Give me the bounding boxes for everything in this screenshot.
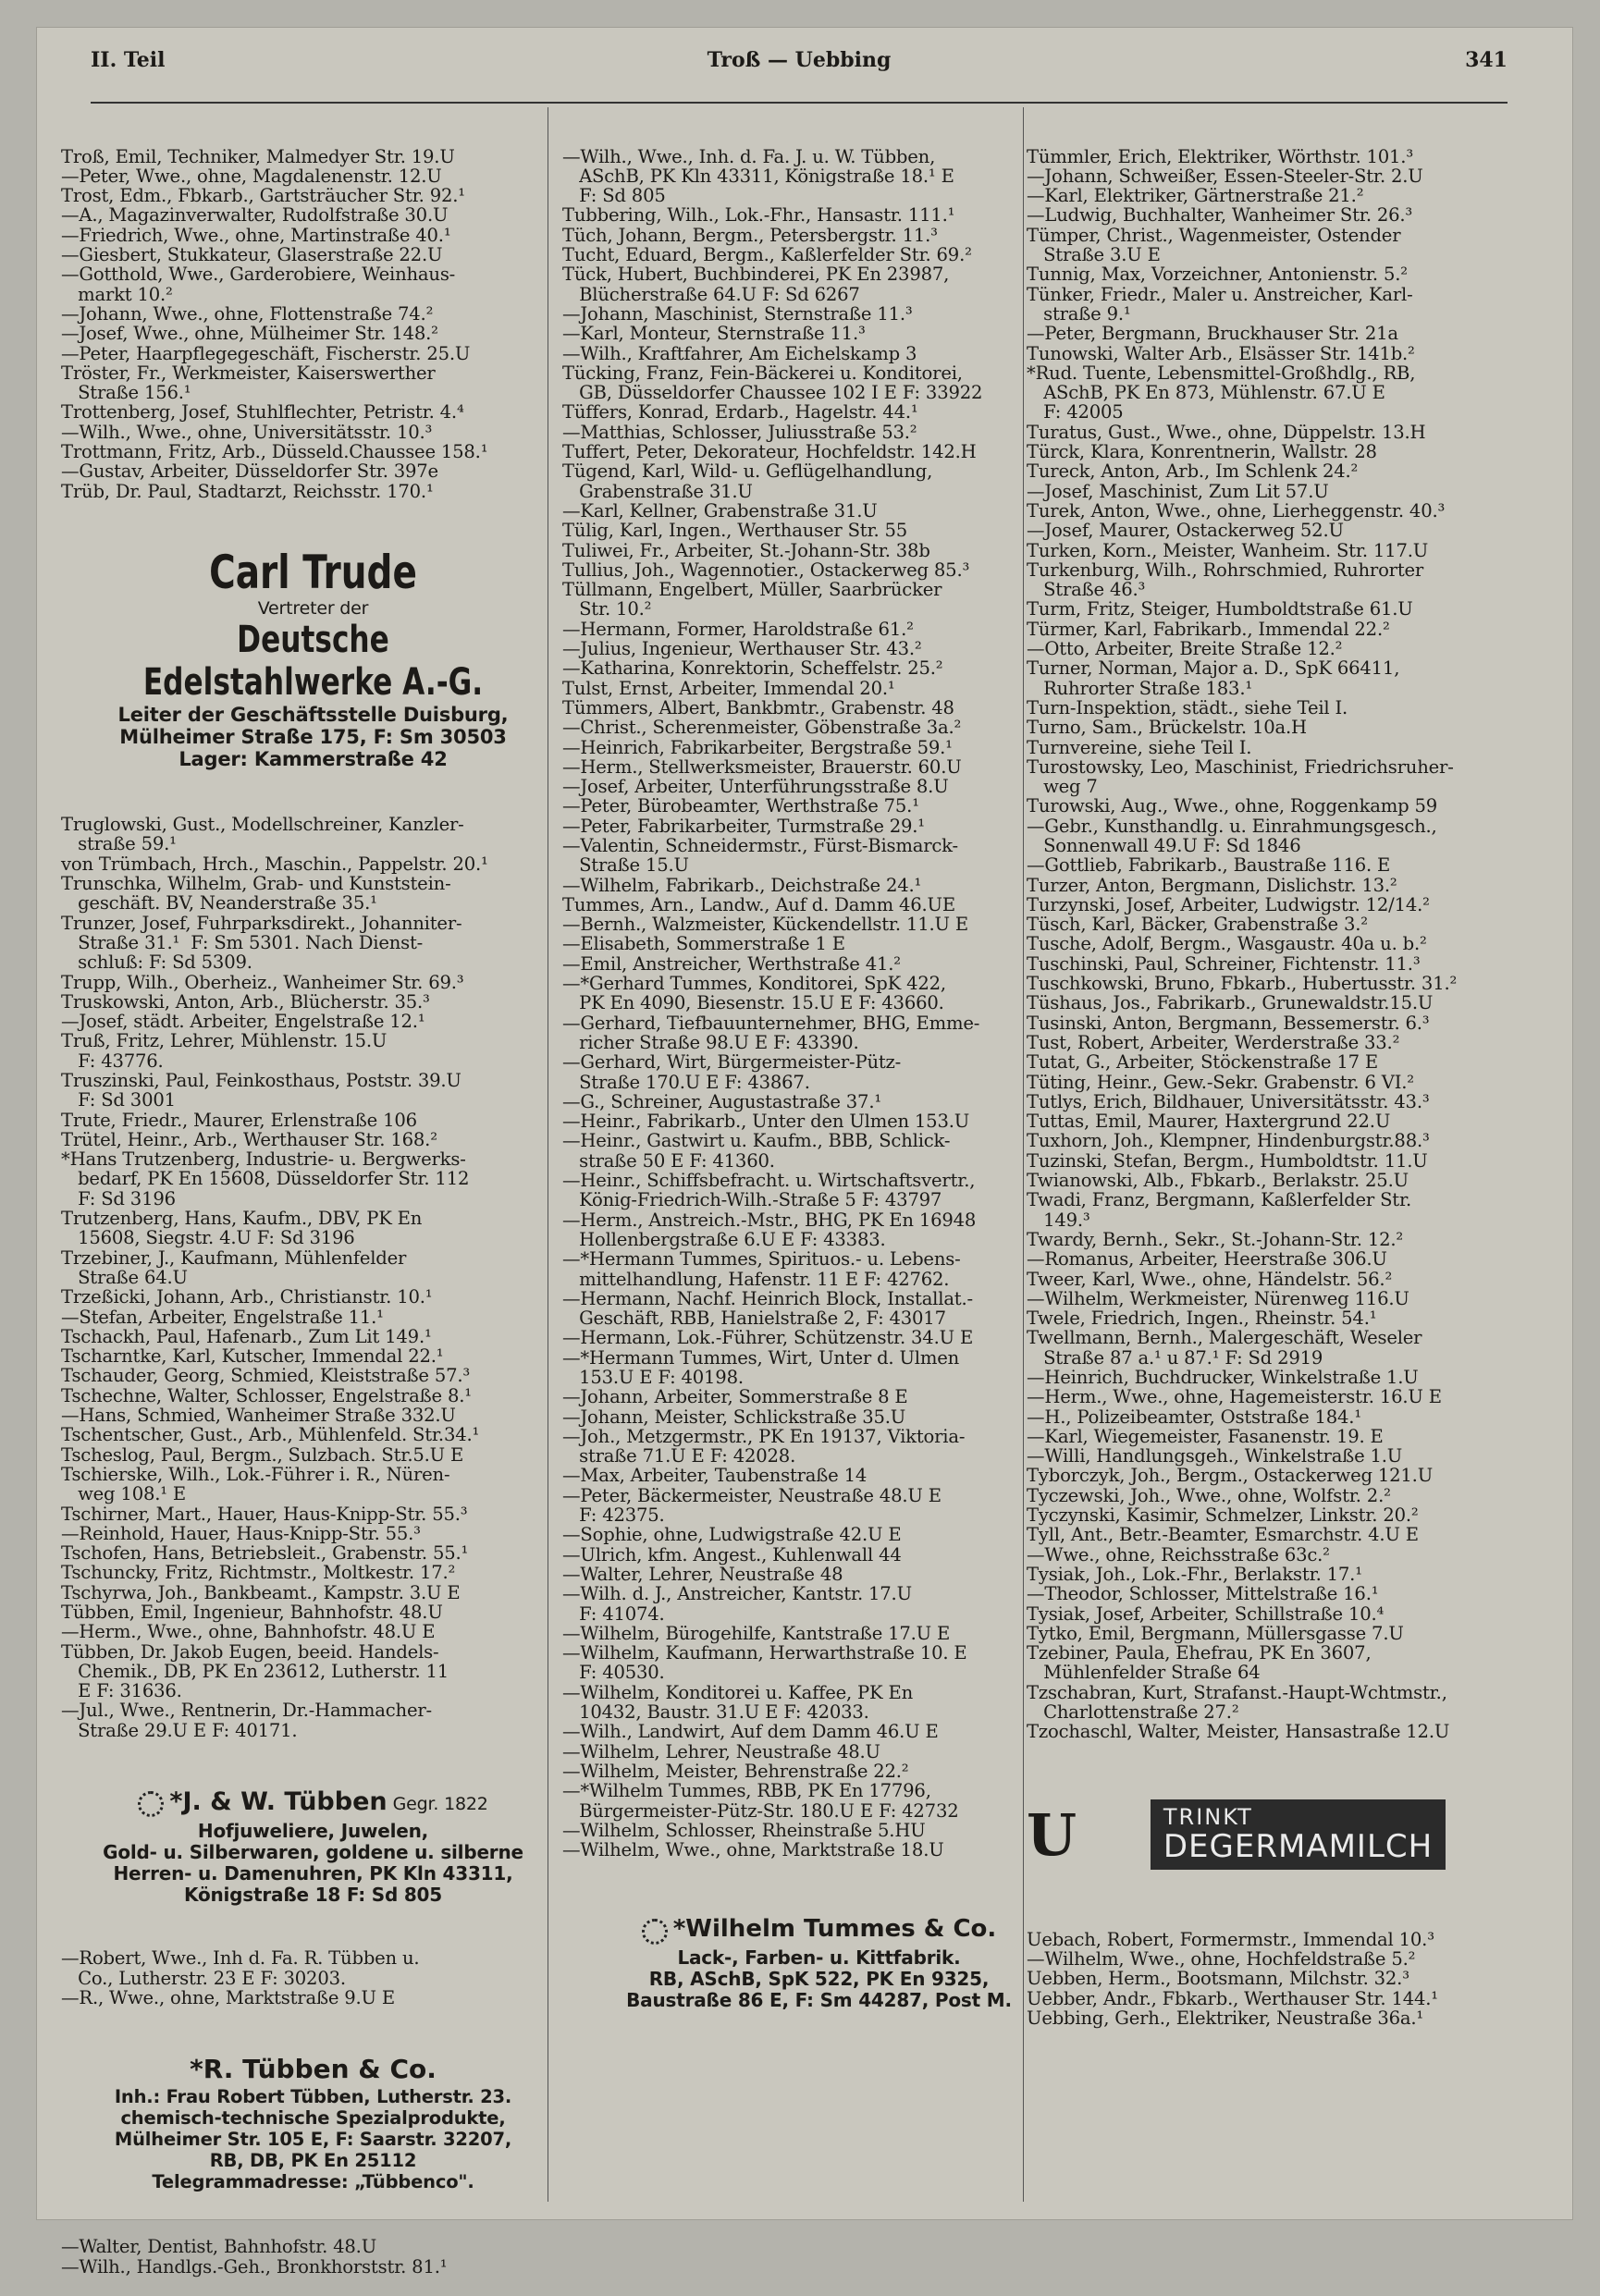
directory-entry-line: Twadi, Franz, Bergmann, Kaßlerfelder Str.: [1027, 1189, 1412, 1211]
directory-entry-line: Trost, Edm., Fbkarb., Gartsträucher Str. 92.¹: [61, 185, 465, 207]
directory-entry-line: Turm, Fritz, Steiger, Humboldtstraße 61.U: [1027, 598, 1413, 620]
directory-entry-line: —Peter, Wwe., ohne, Magdalenenstr. 12.U: [61, 165, 442, 187]
directory-entry-line: —Gustav, Arbeiter, Düsseldorfer Str. 397e: [61, 460, 438, 483]
directory-entry-line: ASchB, PK Kln 43311, Königstraße 18.¹ E: [562, 165, 954, 187]
directory-entry-line: —A., Magazinverwalter, Rudolfstraße 30.U: [61, 204, 449, 227]
directory-entry-line: F: 43776.: [61, 1050, 164, 1072]
directory-entry-line: Straße 170.U E F: 43867.: [562, 1071, 810, 1093]
directory-entry-line: —Josef, Maschinist, Zum Lit 57.U: [1027, 480, 1329, 502]
directory-entry-line: Tutlys, Erich, Bildhauer, Universitätsstr. 43.³: [1027, 1090, 1430, 1112]
directory-entry-line: straße 59.¹: [61, 833, 177, 855]
directory-entry-line: —Hermann, Nachf. Heinrich Block, Installat.-: [562, 1287, 973, 1309]
directory-entry-line: Tyborczyk, Joh., Bergm., Ostackerweg 121.U: [1027, 1465, 1434, 1487]
directory-entry-line: —Johann, Arbeiter, Sommerstraße 8 E: [562, 1386, 908, 1408]
header-rule: [91, 102, 1508, 104]
directory-entry-line: —Heinrich, Fabrikarbeiter, Bergstraße 59.¹: [562, 736, 953, 758]
entries-block: [61, 1948, 565, 2007]
directory-entry-line: Tureck, Anton, Arb., Im Schlenk 24.²: [1027, 460, 1359, 483]
directory-entry-line: Str. 10.²: [562, 598, 652, 620]
directory-entry-line: —*Hermann Tummes, Spirituos.- u. Lebens-: [562, 1248, 961, 1271]
directory-entry-line: Troß, Emil, Techniker, Malmedyer Str. 19.U: [61, 145, 455, 167]
directory-entry-line: Tschofen, Hans, Betriebsleit., Grabenstr. 55.¹: [61, 1542, 469, 1565]
directory-entry-line: Turkenburg, Wilh., Rohrschmied, Ruhrorter: [1027, 559, 1424, 581]
directory-entry-line: Trüb, Dr. Paul, Stadtarzt, Reichsstr. 170.¹: [61, 480, 434, 502]
directory-entry-line: Tweer, Karl, Wwe., ohne, Händelstr. 56.²: [1027, 1268, 1393, 1290]
directory-entry-line: F: 42375.: [562, 1504, 665, 1527]
directory-entry-line: —Wilhelm, Wwe., ohne, Hochfeldstraße 5.²: [1027, 1948, 1416, 1971]
directory-entry-line: bedarf, PK En 15608, Düsseldorfer Str. 112: [61, 1168, 470, 1190]
directory-entry-line: *Hans Trutzenberg, Industrie- u. Bergwerks-: [61, 1148, 466, 1171]
directory-entry-line: Tüffers, Konrad, Erdarb., Hagelstr. 44.¹: [562, 401, 918, 424]
directory-entry-line: Tücking, Franz, Fein-Bäckerei u. Konditorei,: [562, 362, 963, 384]
directory-entry-line: Sonnenwall 49.U F: Sd 1846: [1027, 834, 1301, 856]
entries-block: [1027, 1930, 1540, 2028]
directory-entry-line: —Herm., Wwe., ohne, Bahnhofstr. 48.U E: [61, 1621, 436, 1643]
directory-entry-line: *Rud. Tuente, Lebensmittel-Großhdlg., RB,: [1027, 362, 1416, 384]
directory-entry-line: —Johann, Maschinist, Sternstraße 11.³: [562, 302, 913, 325]
directory-entry-line: Turowski, Aug., Wwe., ohne, Roggenkamp 59: [1027, 795, 1438, 817]
directory-entry-line: Turzer, Anton, Bergmann, Dislichstr. 13.²: [1027, 874, 1397, 896]
directory-entry-line: —Valentin, Schneidermstr., Fürst-Bismarck-: [562, 834, 958, 856]
directory-entry-line: Tuffert, Peter, Dekorateur, Hochfeldstr. 142.H: [562, 441, 977, 463]
directory-entry-line: Truskowski, Anton, Arb., Blücherstr. 35.³: [61, 990, 430, 1013]
directory-entry-line: Tyczewski, Joh., Wwe., ohne, Wolfstr. 2.²: [1027, 1484, 1391, 1506]
entries-block: [61, 2237, 565, 2277]
ad-line: Herren- u. Damenuhren, PK Kln 43311,: [113, 1861, 513, 1885]
directory-entry-line: Tusinski, Anton, Bergmann, Bessemerstr. 6.³: [1027, 1012, 1430, 1034]
directory-entry-line: Truß, Fritz, Lehrer, Mühlenstr. 15.U: [61, 1030, 388, 1052]
directory-entry-line: —Joh., Metzgermstr., PK En 19137, Viktoria-: [562, 1425, 966, 1447]
directory-entry-line: —Karl, Monteur, Sternstraße 11.³: [562, 323, 866, 345]
page-number: 341: [1465, 48, 1508, 72]
directory-entry-line: Tschauder, Georg, Schmied, Kleiststraße 57.³: [61, 1365, 471, 1387]
directory-entry-line: —Walter, Lehrer, Neustraße 48: [562, 1563, 843, 1585]
column-2: [562, 107, 1076, 2202]
section-label: II. Teil: [91, 48, 166, 72]
directory-entry-line: —Wilhelm, Konditorei u. Kaffee, PK En: [562, 1681, 914, 1703]
ad-r-tuebben: [61, 2053, 565, 2192]
page-header: [91, 48, 1508, 81]
directory-entry-line: —Wilhelm, Wwe., ohne, Marktstraße 18.U: [562, 1839, 944, 1861]
directory-entry-line: straße 50 E F: 41360.: [562, 1149, 775, 1172]
directory-entry-line: Twele, Friedrich, Ingen., Rheinstr. 54.¹: [1027, 1308, 1377, 1330]
ad-line: Telegrammadresse: „Tübbenco".: [152, 2170, 474, 2192]
directory-entry-line: —Otto, Arbeiter, Breite Straße 12.²: [1027, 638, 1343, 660]
directory-entry-line: —*Gerhard Tummes, Konditorei, SpK 422,: [562, 973, 946, 995]
directory-entry-line: Trute, Friedr., Maurer, Erlenstraße 106: [61, 1109, 417, 1131]
directory-entry-line: Tüch, Johann, Bergm., Petersbergstr. 11.³: [562, 224, 938, 246]
directory-entry-line: —Bernh., Walzmeister, Kückendellstr. 11.U E: [562, 914, 968, 936]
entries-block: [1027, 147, 1540, 1742]
ad-title: *J. & W. Tübben: [169, 1786, 388, 1816]
milk-ad-line: TRINKT: [1163, 1804, 1253, 1831]
directory-entry-line: Trottenberg, Josef, Stuhlflechter, Petristr. 4.⁴: [61, 401, 464, 424]
ad-line: Hofjuweliere, Juwelen,: [197, 1819, 429, 1842]
directory-entry-line: Chemik., DB, PK En 23612, Lutherstr. 11: [61, 1660, 449, 1682]
directory-entry-line: —*Wilhelm Tummes, RBB, PK En 17796,: [562, 1780, 931, 1802]
directory-entry-line: —Gebr., Kunsthandlg. u. Einrahmungsgesch.,: [1027, 815, 1437, 837]
entries-block: [562, 145, 1077, 1869]
directory-entry-line: Turner, Norman, Major a. D., SpK 66411,: [1027, 657, 1400, 680]
directory-entry-line: Trzeßicki, Johann, Arb., Christianstr. 10.¹: [61, 1286, 433, 1308]
directory-entry-line: —Ulrich, kfm. Angest., Kuhlenwall 44: [562, 1543, 902, 1565]
ad-title: *R. Tübben & Co.: [190, 2053, 437, 2084]
directory-entry-line: —Karl, Elektriker, Gärtnerstraße 21.²: [1027, 185, 1364, 207]
directory-entry-line: —Peter, Bürobeamter, Werthstraße 75.¹: [562, 795, 919, 817]
directory-entry-line: Bürgermeister-Pütz-Str. 180.U E F: 42732: [562, 1799, 959, 1822]
ad-line: Inh.: Frau Robert Tübben, Lutherstr. 23.: [114, 2085, 512, 2107]
directory-entry-line: Tucht, Eduard, Bergm., Kaßlerfelder Str. 69.²: [562, 244, 972, 266]
directory-entry-line: Tunowski, Walter Arb., Elsässer Str. 141b.²: [1027, 342, 1415, 364]
ad-line: Königstraße 18 F: Sd 805: [184, 1883, 442, 1906]
directory-entry-line: —Matthias, Schlosser, Juliusstraße 53.²: [562, 421, 917, 443]
directory-entry-line: König-Friedrich-Wilh.-Straße 5 F: 43797: [562, 1189, 942, 1211]
directory-entry-line: Tüllmann, Engelbert, Müller, Saarbrücker: [562, 579, 942, 601]
directory-entry-line: —*Hermann Tummes, Wirt, Unter d. Ulmen: [562, 1346, 960, 1369]
directory-entry-line: Straße 87 a.¹ u 87.¹ F: Sd 2919: [1027, 1346, 1323, 1369]
directory-entry-line: Straße 64.U: [61, 1266, 188, 1288]
directory-entry-line: weg 108.¹ E: [61, 1483, 187, 1505]
ad-line: Vertreter der: [257, 597, 369, 619]
directory-entry-line: —Herm., Stellwerksmeister, Brauerstr. 60.U: [562, 755, 962, 778]
directory-entry-line: —Johann, Wwe., ohne, Flottenstraße 74.²: [61, 302, 434, 325]
directory-entry-line: —Hermann, Lok.-Führer, Schützenstr. 34.U E: [562, 1327, 974, 1349]
directory-entry-line: F: Sd 3196: [61, 1187, 176, 1209]
directory-entry-line: —Emil, Anstreicher, Werthstraße 41.²: [562, 952, 901, 975]
ad-line: Gold- u. Silberwaren, goldene u. silberne: [103, 1840, 523, 1863]
directory-entry-line: Tschuncky, Fritz, Richtmstr., Moltkestr. 17.²: [61, 1562, 456, 1584]
directory-entry-line: Tümmler, Erich, Elektriker, Wörthstr. 101.³: [1027, 145, 1413, 167]
directory-entry-line: —H., Polizeibeamter, Oststraße 184.¹: [1027, 1406, 1361, 1428]
directory-entry-line: markt 10.²: [61, 283, 173, 305]
directory-entry-line: F: Sd 3001: [61, 1089, 176, 1111]
directory-entry-line: straße 71.U E F: 42028.: [562, 1445, 796, 1467]
directory-entry-line: —Wwe., ohne, Reichsstraße 63c.²: [1027, 1543, 1330, 1565]
directory-entry-line: Tück, Hubert, Buchbinderei, PK En 23987,: [562, 264, 950, 286]
directory-entry-line: Mühlenfelder Straße 64: [1027, 1662, 1261, 1684]
directory-entry-line: Turnvereine, siehe Teil I.: [1027, 736, 1252, 758]
directory-entry-line: Tschierske, Wilh., Lok.-Führer i. R., Nüren-: [61, 1463, 450, 1485]
directory-entry-line: —Ludwig, Buchhalter, Wanheimer Str. 26.³: [1027, 204, 1413, 227]
directory-entry-line: Tuschkowski, Bruno, Fbkarb., Hubertusstr. 31.²: [1027, 973, 1458, 995]
directory-entry-line: —Stefan, Arbeiter, Engelstraße 11.¹: [61, 1306, 384, 1328]
directory-entry-line: —Peter, Bäckermeister, Neustraße 48.U E: [562, 1484, 942, 1506]
directory-entry-line: Turatus, Gust., Wwe., ohne, Düppelstr. 13.H: [1027, 421, 1426, 443]
ad-title: Carl Trude: [209, 545, 417, 599]
directory-entry-line: —Gotthold, Wwe., Garderobiere, Weinhaus-: [61, 264, 456, 286]
directory-entry-line: Türmer, Karl, Fabrikarb., Immendal 22.²: [1027, 618, 1390, 640]
name-range: Troß — Uebbing: [707, 48, 892, 72]
directory-entry-line: Tytko, Emil, Bergmann, Müllersgasse 7.U: [1027, 1622, 1404, 1644]
directory-entry-line: Tünker, Friedr., Maler u. Anstreicher, Karl-: [1027, 283, 1413, 305]
directory-entry-line: Tutat, G., Arbeiter, Stöckenstraße 17 E: [1027, 1051, 1378, 1074]
directory-entry-line: Straße 46.³: [1027, 579, 1146, 601]
directory-entry-line: —Reinhold, Hauer, Haus-Knipp-Str. 55.³: [61, 1522, 421, 1544]
directory-entry-line: —Gottlieb, Fabrikarb., Baustraße 116. E: [1027, 854, 1391, 877]
directory-entry-line: —Wilh., Wwe., ohne, Universitätsstr. 10.³: [61, 421, 433, 443]
directory-entry-line: —Friedrich, Wwe., ohne, Martinstraße 40.¹: [61, 224, 451, 246]
directory-entry-line: —Wilh., Handlgs.-Geh., Bronkhorststr. 81.¹: [61, 2255, 448, 2278]
ad-line: Mülheimer Str. 105 E, F: Saarstr. 32207,: [114, 2128, 512, 2150]
directory-entry-line: Twianowski, Alb., Fbkarb., Berlakstr. 25.U: [1027, 1170, 1409, 1192]
column-1: [61, 107, 565, 2278]
directory-entry-line: Geschäft, RBB, Hanielstraße 2, F: 43017: [562, 1308, 946, 1330]
directory-entry-line: Tülig, Karl, Ingen., Werthauser Str. 55: [562, 520, 908, 542]
ad-line: RB, DB, PK En 25112: [209, 2149, 417, 2171]
directory-entry-line: Tüting, Heinr., Gew.-Sekr. Grabenstr. 6 VI.²: [1027, 1071, 1414, 1093]
directory-entry-line: Tscharntke, Karl, Kutscher, Immendal 22.¹: [61, 1345, 444, 1368]
directory-entry-line: Trütel, Heinr., Arb., Werthauser Str. 168.²: [61, 1128, 437, 1150]
directory-entry-line: —Heinr., Gastwirt u. Kaufm., BBB, Schlick-: [562, 1130, 951, 1152]
directory-entry-line: von Trümbach, Hrch., Maschin., Pappelstr. 20.¹: [61, 853, 488, 875]
directory-entry-line: —Heinr., Schiffsbefracht. u. Wirtschaftsvertr.,: [562, 1170, 976, 1192]
directory-entry-line: GB, Düsseldorfer Chaussee 102 I E F: 33922: [562, 382, 983, 404]
directory-entry-line: Tyll, Ant., Betr.-Beamter, Esmarchstr. 4.U E: [1027, 1524, 1419, 1546]
ad-line: Mülheimer Straße 175, F: Sm 30503: [119, 725, 507, 748]
directory-entry-line: —Wilh., Kraftfahrer, Am Eichelskamp 3: [562, 342, 917, 364]
directory-entry-line: Tschackh, Paul, Hafenarb., Zum Lit 149.¹: [61, 1325, 432, 1347]
directory-entry-line: —Hermann, Former, Haroldstraße 61.²: [562, 618, 914, 640]
milk-ad-brand: DEGERMAMILCH: [1163, 1827, 1434, 1865]
directory-entry-line: —Wilh. d. J., Anstreicher, Kantstr. 17.U: [562, 1583, 912, 1605]
directory-entry-line: —Wilhelm, Werkmeister, Nürenweg 116.U: [1027, 1287, 1409, 1309]
directory-entry-line: Tügend, Karl, Wild- u. Geflügelhandlung,: [562, 460, 933, 483]
directory-entry-line: —Max, Arbeiter, Taubenstraße 14: [562, 1465, 868, 1487]
directory-entry-line: Tümper, Christ., Wagenmeister, Ostender: [1027, 224, 1401, 246]
directory-entry-line: —Wilhelm, Meister, Behrenstraße 22.²: [562, 1760, 909, 1782]
directory-entry-line: Straße 29.U E F: 40171.: [61, 1719, 298, 1741]
directory-entry-line: richer Straße 98.U E F: 43390.: [562, 1031, 859, 1053]
directory-entry-line: Tysiak, Josef, Arbeiter, Schillstraße 10.⁴: [1027, 1602, 1385, 1625]
directory-entry-line: Tuzinski, Stefan, Bergm., Humboldtstr. 11.U: [1027, 1149, 1428, 1172]
ad-jw-tuebben: [61, 1786, 565, 1906]
directory-entry-line: Tummes, Arn., Landw., Auf d. Damm 46.UE: [562, 893, 955, 915]
directory-entry-line: —Wilh., Wwe., Inh. d. Fa. J. u. W. Tübben,: [562, 145, 936, 167]
directory-entry-line: Truglowski, Gust., Modellschreiner, Kanzler-: [61, 814, 464, 836]
directory-entry-line: —Johann, Schweißer, Essen-Steeler-Str. 2.U: [1027, 165, 1423, 187]
directory-entry-line: —Elisabeth, Sommerstraße 1 E: [562, 933, 845, 955]
ad-carl-trude: [61, 546, 565, 770]
directory-entry-line: —Heinrich, Buchdrucker, Winkelstraße 1.U: [1027, 1367, 1419, 1388]
directory-entry-line: Tzschabran, Kurt, Strafanst.-Haupt-Wchtmstr.,: [1027, 1681, 1447, 1703]
directory-entry-line: —Josef, Arbeiter, Unterführungsstraße 8.U: [562, 776, 949, 798]
directory-entry-line: Trottmann, Fritz, Arb., Düsseld.Chaussee 158.¹: [61, 441, 488, 463]
directory-entry-line: Tschirner, Mart., Hauer, Haus-Knipp-Str. 55.³: [61, 1503, 468, 1525]
directory-entry-line: Tust, Robert, Arbeiter, Werderstraße 33.²: [1027, 1031, 1400, 1053]
ad-founded: Gegr. 1822: [392, 1793, 488, 1814]
directory-entry-line: geschäft. BV, Neanderstraße 35.¹: [61, 892, 377, 915]
directory-entry-line: —Theodor, Schlosser, Mittelstraße 16.¹: [1027, 1583, 1379, 1605]
directory-entry-line: —Karl, Wiegemeister, Fasanenstr. 19. E: [1027, 1425, 1384, 1447]
directory-entry-line: Tübben, Dr. Jakob Eugen, beeid. Handels-: [61, 1640, 439, 1663]
directory-entry-line: —Peter, Bergmann, Bruckhauser Str. 21a: [1027, 323, 1398, 345]
ad-line: Baustraße 86 E, F: Sm 44287, Post M.: [626, 1989, 1012, 2012]
directory-entry-line: Straße 156.¹: [61, 382, 191, 404]
section-letter: U: [1027, 1800, 1077, 1869]
directory-entry-line: —Peter, Haarpflegegeschäft, Fischerstr. 25.U: [61, 342, 471, 364]
directory-entry-line: —Heinr., Fabrikarb., Unter den Ulmen 153.U: [562, 1111, 970, 1133]
directory-entry-line: Tüshaus, Jos., Fabrikarb., Grunewaldstr.15.U: [1027, 992, 1434, 1014]
directory-entry-line: Turn-Inspektion, städt., siehe Teil I.: [1027, 696, 1348, 718]
directory-entry-line: Uebber, Andr., Fbkarb., Werthauser Str. 144.¹: [1027, 1987, 1438, 2009]
directory-entry-line: —Wilhelm, Kaufmann, Herwarthstraße 10. E: [562, 1642, 967, 1664]
directory-entry-line: Twellmann, Bernh., Malergeschäft, Weseler: [1027, 1327, 1422, 1349]
directory-entry-line: —Wilhelm, Lehrer, Neustraße 48.U: [562, 1740, 880, 1762]
directory-entry-line: —Walter, Dentist, Bahnhofstr. 48.U: [61, 2236, 377, 2258]
directory-entry-line: Blücherstraße 64.U F: Sd 6267: [562, 283, 860, 305]
directory-entry-line: —Katharina, Konrektorin, Scheffelstr. 25.²: [562, 657, 943, 680]
directory-entry-line: Straße 15.U: [562, 854, 689, 877]
directory-entry-line: Tunnig, Max, Vorzeichner, Antonienstr. 5.²: [1027, 264, 1408, 286]
directory-entry-line: Trunschka, Wilhelm, Grab- und Kunststein-: [61, 873, 451, 895]
directory-entry-line: —Josef, städt. Arbeiter, Engelstraße 12.¹: [61, 1011, 425, 1033]
directory-entry-line: —Josef, Maurer, Ostackerweg 52.U: [1027, 520, 1344, 542]
directory-entry-line: Trunzer, Josef, Fuhrparksdirekt., Johanniter-: [61, 912, 462, 934]
directory-entry-line: F: 42005: [1027, 401, 1124, 424]
ad-line: RB, ASchB, SpK 522, PK En 9325,: [648, 1968, 990, 1991]
directory-entry-line: Straße 3.U E: [1027, 244, 1161, 266]
letter-u-section: [1027, 1798, 1540, 1872]
directory-entry-line: —Sophie, ohne, Ludwigstraße 42.U E: [562, 1524, 902, 1546]
directory-entry-line: Turno, Sam., Brückelstr. 10a.H: [1027, 717, 1307, 739]
directory-entry-line: —Gerhard, Tiefbauunternehmer, BHG, Emme-: [562, 1012, 980, 1034]
directory-entry-line: Tullius, Joh., Wagennotier., Ostackerweg 85.³: [562, 559, 970, 581]
directory-entry-line: Türck, Klara, Konrentnerin, Wallstr. 28: [1027, 441, 1377, 463]
entries-block: [61, 147, 565, 501]
directory-entry-line: Tüsch, Karl, Bäcker, Grabenstraße 3.²: [1027, 914, 1368, 936]
directory-entry-line: Grabenstraße 31.U: [562, 480, 753, 502]
column-3: [1027, 107, 1540, 2202]
directory-entry-line: Turostowsky, Leo, Maschinist, Friedrichsruher-: [1027, 755, 1454, 778]
directory-entry-line: Tschechne, Walter, Schlosser, Engelstraße 8.¹: [61, 1384, 472, 1406]
directory-entry-line: —Herm., Wwe., ohne, Hagemeisterstr. 16.U E: [1027, 1386, 1442, 1408]
directory-entry-line: —Christ., Scherenmeister, Göbenstraße 3a.²: [562, 717, 962, 739]
directory-entry-line: Tümmers, Albert, Bankbmtr., Grabenstr. 48: [562, 696, 954, 718]
directory-entry-line: Tschyrwa, Joh., Bankbeamt., Kampstr. 3.U E: [61, 1581, 461, 1603]
directory-entry-line: Uebben, Herm., Bootsmann, Milchstr. 32.³: [1027, 1968, 1409, 1990]
directory-entry-line: Hollenbergstraße 6.U E F: 43383.: [562, 1228, 886, 1250]
ad-line: Lager: Kammerstraße 42: [178, 747, 448, 770]
directory-entry-line: schluß: F: Sd 5309.: [61, 952, 252, 974]
directory-entry-line: weg 7: [1027, 776, 1098, 798]
ring-ornament-icon: [138, 1791, 164, 1817]
directory-entry-line: Tuschinski, Paul, Schreiner, Fichtenstr. 11.³: [1027, 952, 1421, 975]
directory-entry-line: Tubbering, Wilh., Lok.-Fhr., Hansastr. 111.¹: [562, 204, 955, 227]
directory-entry-line: Twardy, Bernh., Sekr., St.-Johann-Str. 12.²: [1027, 1228, 1404, 1250]
directory-entry-line: Tzebiner, Paula, Ehefrau, PK En 3607,: [1027, 1642, 1372, 1664]
directory-entry-line: Co., Lutherstr. 23 E F: 30203.: [61, 1967, 346, 1989]
directory-entry-line: Tuliwei, Fr., Arbeiter, St.-Johann-Str. 38b: [562, 539, 930, 561]
ad-line: Lack-, Farben- u. Kittfabrik.: [677, 1946, 961, 1970]
directory-entry-line: —Gerhard, Wirt, Bürgermeister-Pütz-: [562, 1051, 902, 1074]
directory-entry-line: Tübben, Emil, Ingenieur, Bahnhofstr. 48.U: [61, 1602, 443, 1623]
directory-entry-line: F: Sd 805: [562, 185, 666, 207]
directory-entry-line: —Romanus, Arbeiter, Heerstraße 306.U: [1027, 1248, 1387, 1271]
directory-entry-line: E F: 31636.: [61, 1680, 182, 1702]
directory-entry-line: Trutzenberg, Hans, Kaufm., DBV, PK En: [61, 1208, 423, 1230]
directory-entry-line: —Karl, Kellner, Grabenstraße 31.U: [562, 499, 878, 522]
directory-entry-line: Tröster, Fr., Werkmeister, Kaiserswerther: [61, 362, 436, 384]
directory-entry-line: Tusche, Adolf, Bergm., Wasgaustr. 40a u. b.²: [1027, 933, 1427, 955]
directory-entry-line: —G., Schreiner, Augustastraße 37.¹: [562, 1090, 882, 1112]
directory-entry-line: Tscheslog, Paul, Bergm., Sulzbach. Str.5.U E: [61, 1443, 464, 1466]
directory-entry-line: Ruhrorter Straße 183.¹: [1027, 677, 1253, 699]
directory-entry-line: 15608, Siegstr. 4.U F: Sd 3196: [61, 1227, 355, 1249]
directory-entry-line: Trupp, Wilh., Oberheiz., Wanheimer Str. 69.³: [61, 971, 464, 993]
directory-entry-line: straße 9.¹: [1027, 302, 1131, 325]
entries-block: [61, 815, 565, 1740]
ad-line: Leiter der Geschäftsstelle Duisburg,: [117, 703, 509, 726]
directory-entry-line: Truszinski, Paul, Feinkosthaus, Poststr. 39.U: [61, 1069, 462, 1091]
directory-entry-line: PK En 4090, Biesenstr. 15.U E F: 43660.: [562, 992, 944, 1014]
directory-entry-line: ASchB, PK En 873, Mühlenstr. 67.U E: [1027, 382, 1385, 404]
ad-wilhelm-tummes: [562, 1912, 1076, 2011]
directory-entry-line: —Julius, Ingenieur, Werthauser Str. 43.²: [562, 638, 922, 660]
directory-entry-line: F: 40530.: [562, 1662, 665, 1684]
directory-entry-line: Turzynski, Josef, Arbeiter, Ludwigstr. 12/14.²: [1027, 893, 1430, 915]
directory-entry-line: Charlottenstraße 27.²: [1027, 1701, 1239, 1724]
directory-entry-line: 10432, Baustr. 31.U E F: 42033.: [562, 1701, 869, 1724]
directory-entry-line: Turken, Korn., Meister, Wanheim. Str. 117.U: [1027, 539, 1429, 561]
ad-subtitle: Deutsche Edelstahlwerke A.-G.: [142, 618, 484, 704]
directory-entry-line: —Wilh., Landwirt, Auf dem Damm 46.U E: [562, 1721, 939, 1743]
directory-entry-line: Trzebiner, J., Kaufmann, Mühlenfelder: [61, 1246, 407, 1269]
directory-entry-line: Tysiak, Joh., Lok.-Fhr., Berlakstr. 17.¹: [1027, 1563, 1362, 1585]
directory-entry-line: —Peter, Fabrikarbeiter, Turmstraße 29.¹: [562, 815, 925, 837]
directory-entry-line: Tulst, Ernst, Arbeiter, Immendal 20.¹: [562, 677, 895, 699]
directory-entry-line: 149.³: [1027, 1209, 1090, 1231]
directory-entry-line: —Jul., Wwe., Rentnerin, Dr.-Hammacher-: [61, 1700, 432, 1722]
directory-entry-line: mittelhandlung, Hafenstr. 11 E F: 42762.: [562, 1268, 950, 1290]
ring-ornament-icon: [642, 1919, 668, 1945]
directory-entry-line: Tschentscher, Gust., Arb., Mühlenfeld. Str.34.¹: [61, 1424, 480, 1446]
directory-entry-line: —Wilhelm, Fabrikarb., Deichstraße 24.¹: [562, 874, 922, 896]
directory-entry-line: Tuttas, Emil, Maurer, Haxtergrund 22.U: [1027, 1111, 1391, 1133]
directory-entry-line: —Robert, Wwe., Inh d. Fa. R. Tübben u.: [61, 1947, 420, 1970]
directory-entry-line: —Wilhelm, Bürogehilfe, Kantstraße 17.U E: [562, 1622, 951, 1644]
directory-entry-line: —Hans, Schmied, Wanheimer Straße 332.U: [61, 1405, 456, 1427]
directory-entry-line: Tuxhorn, Joh., Klempner, Hindenburgstr.88.³: [1027, 1130, 1430, 1152]
directory-entry-line: —Johann, Meister, Schlickstraße 35.U: [562, 1406, 906, 1428]
directory-entry-line: Turek, Anton, Wwe., ohne, Lierheggenstr. 40.³: [1027, 499, 1446, 522]
directory-entry-line: —R., Wwe., ohne, Marktstraße 9.U E: [61, 1986, 395, 2008]
column-divider: [1023, 107, 1024, 2202]
directory-entry-line: —Josef, Wwe., ohne, Mülheimer Str. 148.²: [61, 323, 438, 345]
directory-entry-line: —Herm., Anstreich.-Mstr., BHG, PK En 16948: [562, 1209, 977, 1231]
directory-entry-line: F: 41074.: [562, 1602, 665, 1625]
directory-entry-line: —Willi, Handlungsgeh., Winkelstraße 1.U: [1027, 1445, 1403, 1467]
milk-advertisement: [1151, 1799, 1446, 1870]
directory-entry-line: Tzochaschl, Walter, Meister, Hansastraße 12.U: [1027, 1721, 1450, 1743]
ad-line: chemisch-technische Spezialprodukte,: [120, 2106, 506, 2129]
directory-entry-line: Uebach, Robert, Formermstr., Immendal 10.³: [1027, 1928, 1434, 1950]
directory-entry-line: —Giesbert, Stukkateur, Glaserstraße 22.U: [61, 244, 443, 266]
directory-entry-line: Straße 31.¹ F: Sm 5301. Nach Dienst-: [61, 931, 424, 953]
directory-entry-line: 153.U E F: 40198.: [562, 1367, 744, 1388]
directory-entry-line: Tyczynski, Kasimir, Schmelzer, Linkstr. 20.²: [1027, 1504, 1419, 1527]
directory-entry-line: —Wilhelm, Schlosser, Rheinstraße 5.HU: [562, 1819, 926, 1841]
directory-entry-line: Uebbing, Gerh., Elektriker, Neustraße 36a.¹: [1027, 2007, 1424, 2030]
ad-title: *Wilhelm Tummes & Co.: [672, 1915, 997, 1944]
